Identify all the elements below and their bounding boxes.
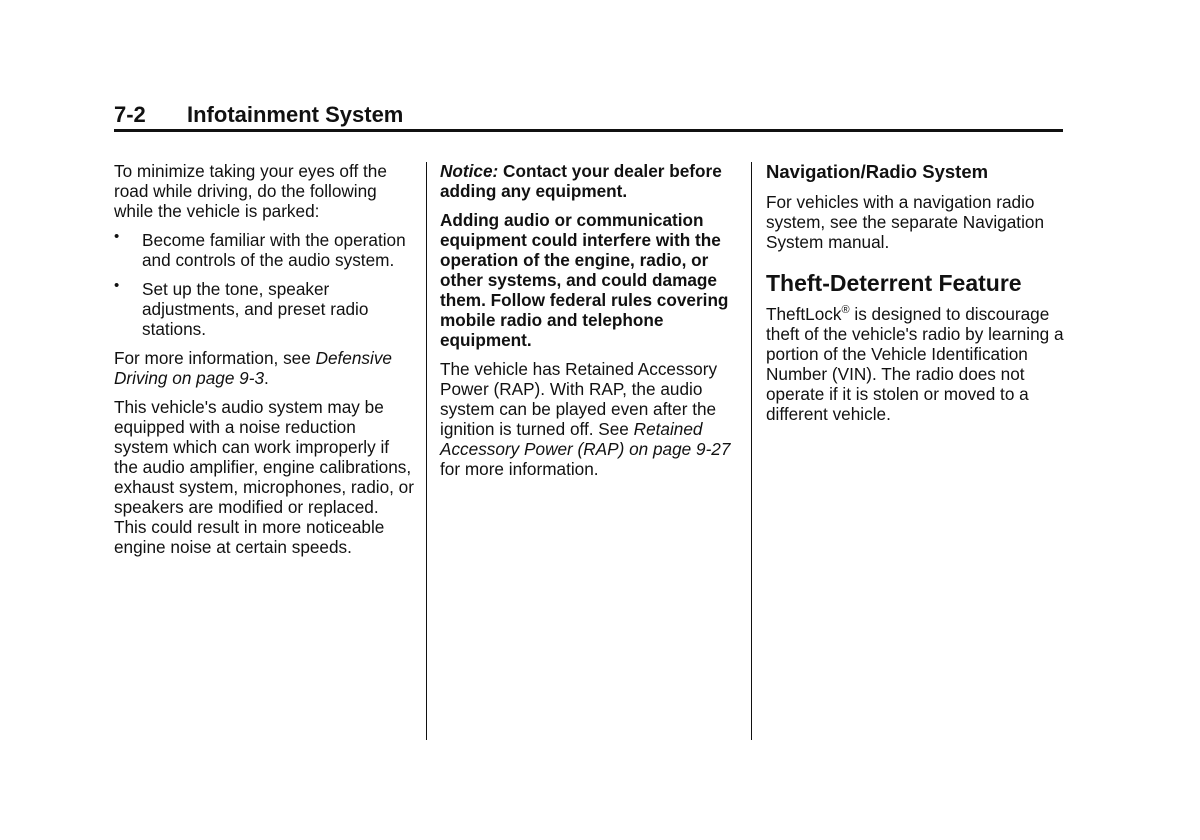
column-3 [766,161,1066,433]
page-number: 7-2 [114,102,146,127]
nav-paragraph: For vehicles with a navigation radio system, see the separate Navigation System manual. [766,192,1045,252]
list-item-text: Become familiar with the operation and controls of the audio system. [142,230,406,270]
chapter-title: Infotainment System [187,102,404,127]
list-item [114,279,414,339]
more-info-suffix: . [264,368,269,388]
more-info-paragraph [114,348,414,388]
page-header [114,100,1063,130]
notice-paragraph [440,161,740,201]
bullet-icon: • [114,277,120,294]
column-divider [751,162,752,740]
theft-paragraph [766,304,1066,424]
rap-link[interactable]: Retained Accessory Power (RAP) on page 9-27 [440,419,731,459]
more-info-prefix: For more information, see [114,348,316,368]
rap-paragraph [440,359,740,479]
theft-text: is designed to discourage theft of the vehicle's radio by learning a portion of the Vehicle Identification Number (VIN). The radio does not operate if it is stolen or moved to a different vehicle. [766,304,1064,424]
theft-brand: TheftLock [766,304,842,324]
notice-text: Contact your dealer before adding any equipment. [440,161,722,201]
tips-list [114,230,414,339]
registered-mark: ® [841,304,850,316]
column-2 [440,161,740,488]
header-rule [114,129,1063,132]
notice-label: Notice: [440,161,499,181]
defensive-driving-link[interactable]: Defensive Driving on page 9-3 [114,348,392,388]
rap-text: The vehicle has Retained Accessory Power (RAP). With RAP, the audio system can be played even after the ignition is turned off. See [440,359,718,439]
list-item-text: Set up the tone, speaker adjustments, and preset radio stations. [142,279,369,339]
theft-heading: Theft-Deterrent Feature [766,270,1022,296]
bullet-icon: • [114,228,120,245]
noise-paragraph: This vehicle's audio system may be equipped with a noise reduction system which can work improperly if the audio amplifier, engine calibrations, exhaust system, microphones, radio, or speakers are modified or replaced. This could result in more noticeable engine noise at certain speeds. [114,397,414,557]
rap-suffix: for more information. [440,459,599,479]
intro-paragraph: To minimize taking your eyes off the road while driving, do the following while the vehicle is parked: [114,161,387,221]
column-divider [426,162,427,740]
nav-heading: Navigation/Radio System [766,161,989,182]
warning-paragraph: Adding audio or communication equipment could interfere with the operation of the engine, radio, or other systems, and could damage them. Follow federal rules covering mobile radio and telephone equipment. [440,210,729,350]
column-1 [114,161,414,566]
list-item [114,230,414,270]
